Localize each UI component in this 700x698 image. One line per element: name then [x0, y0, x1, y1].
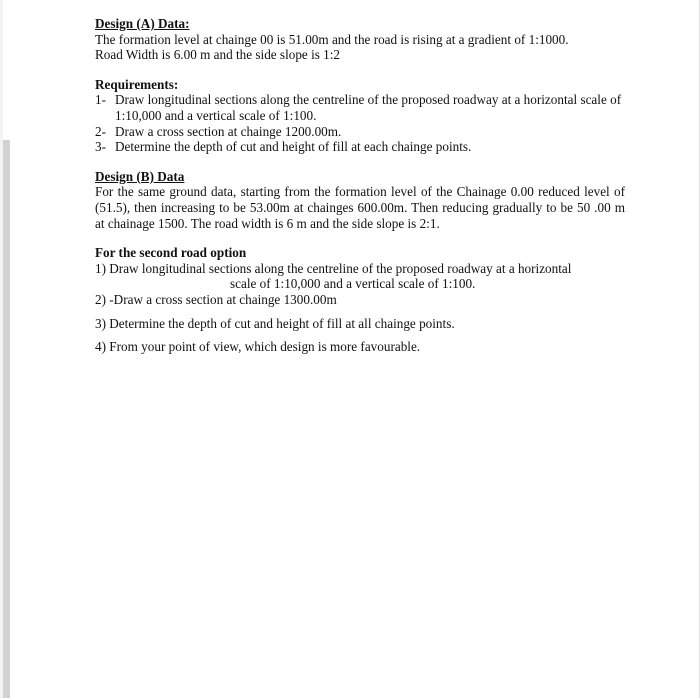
design-a-paragraph — [95, 32, 625, 63]
requirements-heading: Requirements: — [95, 76, 179, 92]
list-marker: 3- — [95, 139, 106, 155]
list-item — [95, 139, 625, 155]
spacer — [95, 155, 625, 169]
requirements-list — [95, 92, 625, 154]
list-item-text: Draw a cross section at chainge 1200.00m. — [115, 123, 342, 139]
list-marker: 1- — [95, 92, 106, 108]
design-a-heading: Design (A) Data: — [95, 16, 190, 31]
second-option-item-2: 2) -Draw a cross section at chainge 1300.00m — [95, 291, 337, 307]
second-option-item-1-line-2: scale of 1:10,000 and a vertical scale of 1:100. — [230, 276, 476, 292]
scroll-indicator-bar — [3, 140, 10, 698]
second-option-heading: For the second road option — [95, 245, 247, 261]
spacer — [95, 308, 625, 316]
second-option-item-1 — [95, 261, 625, 292]
list-item-text: Determine the depth of cut and height of fill at each chainge points. — [115, 139, 472, 155]
design-b-heading: Design (B) Data — [95, 168, 185, 184]
design-a-paragraph-line-2: Road Width is 6.00 m and the side slope is 1:2 — [95, 47, 341, 63]
list-item — [95, 92, 625, 123]
document-content — [95, 16, 625, 355]
spacer — [95, 231, 625, 245]
spacer — [95, 63, 625, 77]
design-b-paragraph: For the same ground data, starting from the formation level of the Chainage 0.00 reduced level of (51.5), then increasing to be 53.00m at chainges 600.00m. Then reducing gradually to be 50 .00 m at chainage 1500. The road width is 6 m and the side slope is 2:1. — [95, 184, 625, 231]
second-option-item-1-line-1: 1) Draw longitudinal sections along the centreline of the proposed roadway at a horizontal — [95, 260, 572, 276]
second-option-item-4: 4) From your point of view, which design is more favourable. — [95, 339, 421, 355]
design-a-paragraph-line-1: The formation level at chainge 00 is 51.00m and the road is rising at a gradient of 1:1000. — [95, 31, 569, 47]
list-item-text: Draw longitudinal sections along the centreline of the proposed roadway at a horizontal scale of 1:10,000 and a vertical scale of 1:100. — [115, 92, 622, 123]
list-marker: 2- — [95, 123, 106, 139]
list-item — [95, 124, 625, 140]
spacer — [95, 331, 625, 339]
second-option-item-3: 3) Determine the depth of cut and height of fill at all chainge points. — [95, 315, 455, 331]
